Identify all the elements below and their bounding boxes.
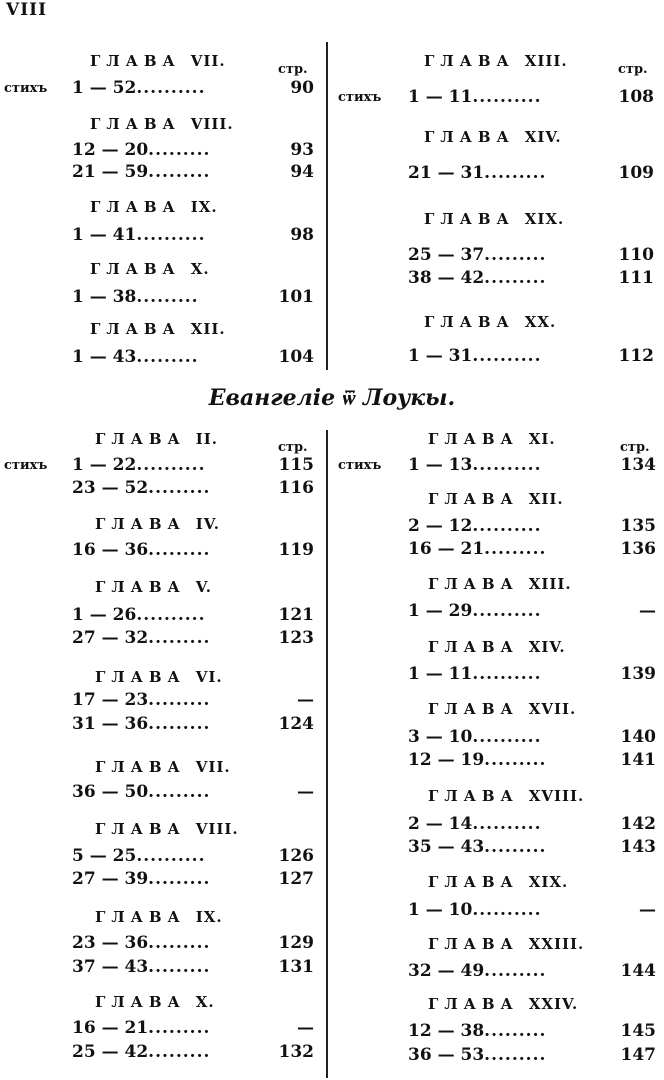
chapter-heading xyxy=(424,128,562,146)
verse-range: 27 — 32 xyxy=(72,628,149,648)
leader-dots: ......... xyxy=(484,245,547,265)
chapter-heading xyxy=(428,787,584,805)
leader-dots: ......... xyxy=(148,782,211,802)
page-reference: 143 xyxy=(620,837,656,857)
chapter-number: XVII. xyxy=(528,700,577,718)
chapter-heading xyxy=(95,515,220,533)
leader-dots: ......... xyxy=(148,162,211,182)
page-reference: — xyxy=(297,782,314,802)
verse-range-entry xyxy=(72,287,199,307)
page-reference: 140 xyxy=(620,727,656,747)
chapter-heading xyxy=(424,52,568,70)
page-reference: 127 xyxy=(278,869,314,889)
leader-dots: ......... xyxy=(484,961,547,981)
verse-range-entry xyxy=(408,163,546,183)
verse-range-entry xyxy=(72,957,210,977)
chapter-word: ГЛАВА xyxy=(424,313,515,331)
chapter-word: ГЛАВА xyxy=(95,820,186,838)
chapter-word: ГЛАВА xyxy=(95,908,186,926)
top-column-divider xyxy=(326,42,328,370)
chapter-heading xyxy=(90,115,234,133)
chapter-heading xyxy=(95,758,231,776)
verse-range: 1 — 22 xyxy=(72,455,137,475)
verse-range: 23 — 52 xyxy=(72,478,149,498)
page-reference: 134 xyxy=(620,455,656,475)
chapter-heading xyxy=(90,320,226,338)
chapter-heading xyxy=(90,52,226,70)
page-reference: 119 xyxy=(278,540,314,560)
page-column-header: стр. xyxy=(618,62,648,77)
verse-range-entry xyxy=(408,814,542,834)
verse-range: 36 — 53 xyxy=(408,1045,485,1065)
verse-range: 1 — 29 xyxy=(408,601,473,621)
verse-range: 38 — 42 xyxy=(408,268,485,288)
chapter-number: VIII. xyxy=(190,115,234,133)
verse-range: 5 — 25 xyxy=(72,846,137,866)
leader-dots: ......... xyxy=(148,714,211,734)
chapter-word: ГЛАВА xyxy=(428,873,519,891)
chapter-word: ГЛАВА xyxy=(424,128,515,146)
chapter-word: ГЛАВА xyxy=(90,52,181,70)
page-reference: 142 xyxy=(620,814,656,834)
verse-range: 12 — 20 xyxy=(72,140,149,160)
leader-dots: .......... xyxy=(472,900,542,920)
leader-dots: ......... xyxy=(136,347,199,367)
chapter-heading xyxy=(428,430,556,448)
chapter-number: IX. xyxy=(195,908,223,926)
chapter-heading xyxy=(424,210,564,228)
chapter-number: XXIII. xyxy=(528,935,585,953)
page-reference: 94 xyxy=(290,162,314,182)
leader-dots: .......... xyxy=(472,516,542,536)
page-reference: 108 xyxy=(618,87,654,107)
chapter-heading xyxy=(428,995,578,1013)
leader-dots: ......... xyxy=(148,957,211,977)
page-reference: 123 xyxy=(278,628,314,648)
verse-range: 12 — 19 xyxy=(408,750,485,770)
chapter-number: IX. xyxy=(190,198,218,216)
verse-range: 1 — 11 xyxy=(408,664,473,684)
chapter-number: II. xyxy=(195,430,218,448)
chapter-number: XIII. xyxy=(524,52,568,70)
verse-range: 1 — 52 xyxy=(72,78,137,98)
verse-range: 16 — 21 xyxy=(72,1018,149,1038)
verse-range-entry xyxy=(72,347,199,367)
chapter-word: ГЛАВА xyxy=(428,995,519,1013)
chapter-word: ГЛАВА xyxy=(95,668,186,686)
leader-dots: ......... xyxy=(148,540,211,560)
page-reference: 111 xyxy=(618,268,654,288)
chapter-heading xyxy=(428,700,576,718)
chapter-heading xyxy=(95,430,218,448)
verse-range-entry xyxy=(408,245,546,265)
verse-range-entry xyxy=(408,87,542,107)
verse-range-entry xyxy=(72,933,210,953)
chapter-number: XI. xyxy=(528,430,556,448)
page-reference: 144 xyxy=(620,961,656,981)
verse-range-entry xyxy=(408,664,542,684)
verse-range: 1 — 41 xyxy=(72,225,137,245)
verse-range-entry xyxy=(72,540,210,560)
page-reference: 131 xyxy=(278,957,314,977)
verse-range: 1 — 31 xyxy=(408,346,473,366)
chapter-number: XXIV. xyxy=(528,995,579,1013)
verse-range: 37 — 43 xyxy=(72,957,149,977)
verse-range-entry xyxy=(72,869,210,889)
verse-range-entry xyxy=(72,1042,210,1062)
verse-range: 21 — 31 xyxy=(408,163,485,183)
page-reference: 121 xyxy=(278,605,314,625)
page-reference: 145 xyxy=(620,1021,656,1041)
verse-range-entry xyxy=(408,601,542,621)
page-number: VIII xyxy=(6,0,48,20)
verse-range-entry xyxy=(72,455,206,475)
leader-dots: .......... xyxy=(472,87,542,107)
verse-range: 1 — 38 xyxy=(72,287,137,307)
chapter-number: XIV. xyxy=(528,638,566,656)
page-reference: 116 xyxy=(278,478,314,498)
verse-label: стихъ xyxy=(338,90,382,105)
verse-range-entry xyxy=(72,162,210,182)
verse-range-entry xyxy=(408,346,542,366)
verse-range: 16 — 21 xyxy=(408,539,485,559)
leader-dots: ......... xyxy=(484,1021,547,1041)
verse-range-entry xyxy=(72,846,206,866)
chapter-word: ГЛАВА xyxy=(428,700,519,718)
verse-range-entry xyxy=(72,782,210,802)
chapter-number: XIX. xyxy=(524,210,565,228)
verse-range: 1 — 26 xyxy=(72,605,137,625)
leader-dots: ......... xyxy=(484,539,547,559)
chapter-word: ГЛАВА xyxy=(90,198,181,216)
page-reference: 115 xyxy=(278,455,314,475)
chapter-number: XIII. xyxy=(528,575,572,593)
verse-range-entry xyxy=(72,140,210,160)
verse-range-entry xyxy=(72,605,206,625)
leader-dots: ......... xyxy=(148,1018,211,1038)
section-title: Евангеліе ѿ Лоукы. xyxy=(208,385,456,411)
chapter-word: ГЛАВА xyxy=(95,758,186,776)
chapter-heading xyxy=(95,820,239,838)
page-reference: 104 xyxy=(278,347,314,367)
leader-dots: ......... xyxy=(148,140,211,160)
page-reference: 110 xyxy=(618,245,654,265)
leader-dots: .......... xyxy=(472,455,542,475)
page-reference: 90 xyxy=(290,78,314,98)
chapter-word: ГЛАВА xyxy=(428,787,519,805)
leader-dots: .......... xyxy=(136,846,206,866)
leader-dots: .......... xyxy=(472,601,542,621)
chapter-number: VI. xyxy=(195,668,223,686)
verse-range-entry xyxy=(72,714,210,734)
chapter-word: ГЛАВА xyxy=(95,993,186,1011)
bottom-column-divider xyxy=(326,430,328,1078)
verse-range-entry xyxy=(408,900,542,920)
leader-dots: ......... xyxy=(484,163,547,183)
verse-range-entry xyxy=(408,750,546,770)
verse-range-entry xyxy=(72,690,210,710)
chapter-heading xyxy=(90,198,218,216)
leader-dots: .......... xyxy=(472,814,542,834)
chapter-word: ГЛАВА xyxy=(428,430,519,448)
page-column-header: стр. xyxy=(278,440,308,455)
chapter-heading xyxy=(428,575,572,593)
page-column-header: стр. xyxy=(620,440,650,455)
chapter-word: ГЛАВА xyxy=(90,260,181,278)
leader-dots: ......... xyxy=(148,628,211,648)
verse-range-entry xyxy=(72,225,206,245)
chapter-word: ГЛАВА xyxy=(428,575,519,593)
chapter-word: ГЛАВА xyxy=(428,490,519,508)
verse-range-entry xyxy=(72,1018,210,1038)
leader-dots: ......... xyxy=(148,478,211,498)
chapter-heading xyxy=(90,260,210,278)
leader-dots: ......... xyxy=(148,1042,211,1062)
chapter-heading xyxy=(95,993,215,1011)
chapter-word: ГЛАВА xyxy=(428,638,519,656)
page-reference: 132 xyxy=(278,1042,314,1062)
leader-dots: ......... xyxy=(148,690,211,710)
leader-dots: .......... xyxy=(136,455,206,475)
verse-range-entry xyxy=(72,628,210,648)
chapter-word: ГЛАВА xyxy=(424,210,515,228)
verse-range-entry xyxy=(408,1021,546,1041)
verse-label: стихъ xyxy=(4,81,48,96)
verse-range: 23 — 36 xyxy=(72,933,149,953)
chapter-number: VIII. xyxy=(195,820,239,838)
verse-range: 1 — 10 xyxy=(408,900,473,920)
verse-label: стихъ xyxy=(4,458,48,473)
verse-range: 1 — 13 xyxy=(408,455,473,475)
page-reference: 112 xyxy=(618,346,654,366)
chapter-word: ГЛАВА xyxy=(428,935,519,953)
chapter-word: ГЛАВА xyxy=(90,320,181,338)
leader-dots: ......... xyxy=(484,1045,547,1065)
leader-dots: .......... xyxy=(472,664,542,684)
page-reference: 136 xyxy=(620,539,656,559)
chapter-word: ГЛАВА xyxy=(95,430,186,448)
chapter-number: XVIII. xyxy=(528,787,585,805)
verse-range-entry xyxy=(408,516,542,536)
verse-range: 25 — 37 xyxy=(408,245,485,265)
verse-range-entry xyxy=(408,837,546,857)
page-reference: — xyxy=(297,690,314,710)
chapter-heading xyxy=(95,668,223,686)
chapter-number: IV. xyxy=(195,515,220,533)
verse-range: 1 — 11 xyxy=(408,87,473,107)
verse-range-entry xyxy=(408,539,546,559)
page-reference: 109 xyxy=(618,163,654,183)
page-reference: 135 xyxy=(620,516,656,536)
page-reference: 129 xyxy=(278,933,314,953)
leader-dots: ......... xyxy=(484,268,547,288)
page-reference: — xyxy=(639,900,656,920)
leader-dots: .......... xyxy=(472,727,542,747)
chapter-heading xyxy=(428,935,584,953)
verse-range-entry xyxy=(408,455,542,475)
leader-dots: .......... xyxy=(136,78,206,98)
page-reference: 101 xyxy=(278,287,314,307)
page-reference: 124 xyxy=(278,714,314,734)
verse-range: 2 — 12 xyxy=(408,516,473,536)
chapter-number: XII. xyxy=(190,320,226,338)
verse-range: 2 — 14 xyxy=(408,814,473,834)
verse-range: 1 — 43 xyxy=(72,347,137,367)
verse-range: 3 — 10 xyxy=(408,727,473,747)
verse-range: 36 — 50 xyxy=(72,782,149,802)
leader-dots: ......... xyxy=(136,287,199,307)
page-reference: — xyxy=(639,601,656,621)
chapter-number: XII. xyxy=(528,490,564,508)
chapter-word: ГЛАВА xyxy=(424,52,515,70)
verse-range: 35 — 43 xyxy=(408,837,485,857)
verse-range: 16 — 36 xyxy=(72,540,149,560)
page-reference: 126 xyxy=(278,846,314,866)
verse-range: 27 — 39 xyxy=(72,869,149,889)
leader-dots: .......... xyxy=(136,225,206,245)
chapter-number: VII. xyxy=(190,52,226,70)
page-reference: 147 xyxy=(620,1045,656,1065)
verse-range: 31 — 36 xyxy=(72,714,149,734)
chapter-heading xyxy=(95,578,212,596)
page-reference: 141 xyxy=(620,750,656,770)
page-reference: 139 xyxy=(620,664,656,684)
chapter-word: ГЛАВА xyxy=(95,578,186,596)
chapter-heading xyxy=(428,638,566,656)
leader-dots: .......... xyxy=(472,346,542,366)
verse-range-entry xyxy=(408,961,546,981)
chapter-number: V. xyxy=(195,578,212,596)
verse-range-entry xyxy=(408,727,542,747)
verse-range: 32 — 49 xyxy=(408,961,485,981)
page-reference: — xyxy=(297,1018,314,1038)
leader-dots: ......... xyxy=(148,869,211,889)
verse-label: стихъ xyxy=(338,458,382,473)
page-column-header: стр. xyxy=(278,62,308,77)
chapter-number: VII. xyxy=(195,758,231,776)
leader-dots: ......... xyxy=(148,933,211,953)
verse-range: 12 — 38 xyxy=(408,1021,485,1041)
leader-dots: ......... xyxy=(484,837,547,857)
page-reference: 98 xyxy=(290,225,314,245)
chapter-number: XIV. xyxy=(524,128,562,146)
chapter-heading xyxy=(95,908,223,926)
leader-dots: .......... xyxy=(136,605,206,625)
verse-range-entry xyxy=(72,78,206,98)
chapter-number: X. xyxy=(195,993,215,1011)
chapter-number: XX. xyxy=(524,313,557,331)
chapter-heading xyxy=(428,490,564,508)
verse-range-entry xyxy=(408,268,546,288)
chapter-heading xyxy=(424,313,556,331)
chapter-word: ГЛАВА xyxy=(95,515,186,533)
verse-range-entry xyxy=(72,478,210,498)
verse-range: 25 — 42 xyxy=(72,1042,149,1062)
verse-range: 21 — 59 xyxy=(72,162,149,182)
verse-range: 17 — 23 xyxy=(72,690,149,710)
chapter-word: ГЛАВА xyxy=(90,115,181,133)
chapter-number: XIX. xyxy=(528,873,569,891)
page-reference: 93 xyxy=(290,140,314,160)
verse-range-entry xyxy=(408,1045,546,1065)
chapter-number: X. xyxy=(190,260,210,278)
leader-dots: ......... xyxy=(484,750,547,770)
chapter-heading xyxy=(428,873,568,891)
